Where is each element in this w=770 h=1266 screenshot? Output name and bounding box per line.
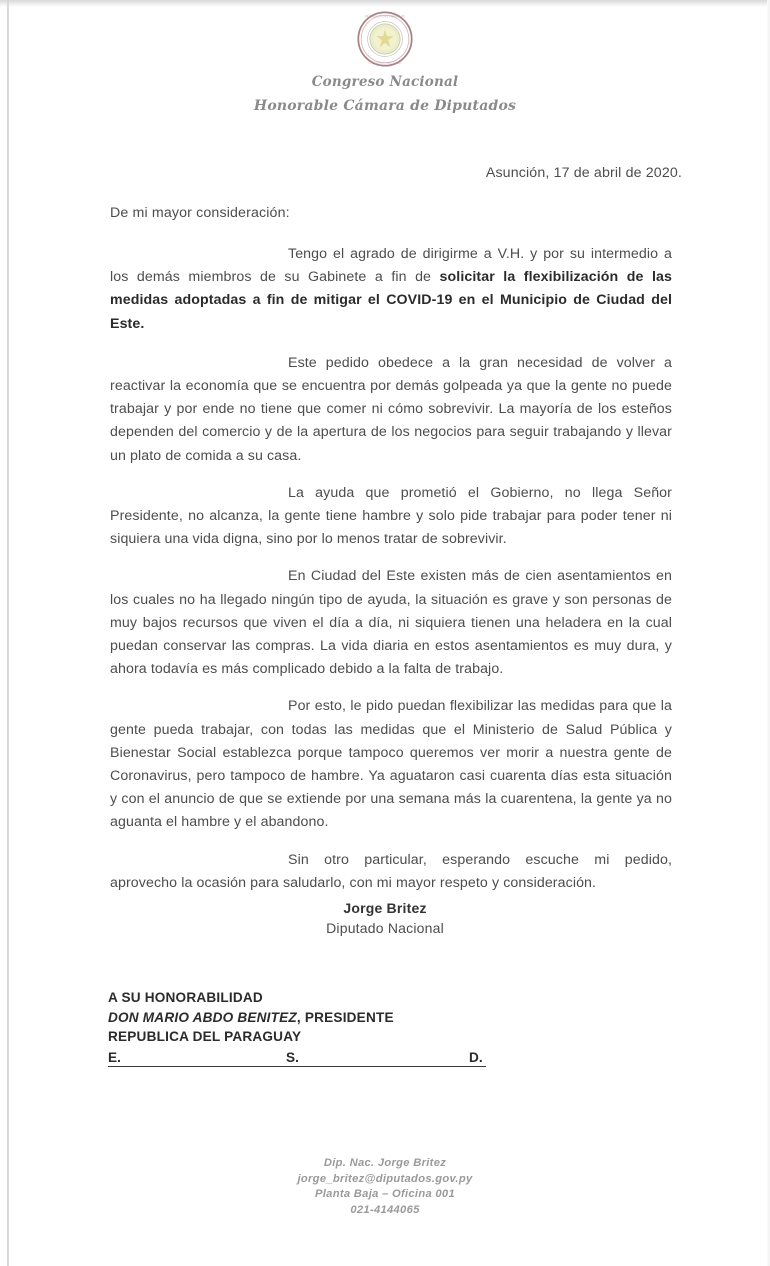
signature-block — [0, 898, 770, 939]
signature-role: Diputado Nacional — [326, 920, 444, 936]
paragraph-2: Este pedido obedece a la gran necesidad de volver a reactivar la economía que se encuentra por demás golpeada ya que la gente no puede trabajar y por ende no tiene que comer ni cómo sobrevivir. La mayoría de los esteños dependen del comercio y de la apertura de los negocios para seguir trabajando y llevar un plato de comida a su casa. — [110, 354, 672, 464]
paragraph-1-plain: Tengo el agrado de dirigirme a V.H. y por su intermedio a los demás miembros de su Gabinete a fin de — [110, 246, 672, 286]
footer-line-phone: 021-4144065 — [350, 1203, 420, 1216]
national-seal-icon — [352, 10, 418, 68]
page-footer — [0, 1156, 770, 1218]
letterhead — [0, 10, 770, 115]
paragraph-4: En Ciudad del Este existen más de cien asentamientos en los cuales no ha llegado ningún tipo de ayuda, la situación es grave y son personas de muy bajos recursos que viven el día a día, ni siquiera tienen una heladera en la cual puedan conservar las compras. La vida diaria en estos asentamientos es muy dura, y ahora todavía es más complicado debido a la falta de trabajo. — [110, 568, 672, 678]
esd-rule — [108, 1066, 486, 1067]
salutation: De mi mayor consideración: — [110, 205, 290, 221]
esd-letter-s: S. — [286, 1049, 302, 1066]
letter-body — [110, 243, 672, 895]
letterhead-line-congreso: Congreso Nacional — [311, 74, 459, 90]
paragraph-1-bold: solicitar la flexibilización de las medidas adoptadas a fin de mitigar el COVID-19 en el Municipio de Ciudad del Este. — [110, 269, 672, 332]
esd-line — [108, 1049, 488, 1071]
esd-letter-e: E. — [108, 1049, 124, 1066]
svg-text:CONGRESO NACIONAL: CONGRESO NACIONAL — [368, 60, 402, 65]
footer-line-office: Planta Baja – Oficina 001 — [315, 1188, 455, 1200]
addressee-line-president — [108, 1008, 528, 1028]
paragraph-1 — [110, 243, 672, 336]
esd-letter-d: D. — [466, 1049, 483, 1066]
date-line: Asunción, 17 de abril de 2020. — [485, 165, 682, 181]
footer-line-email: jorge_britez@diputados.gov.py — [297, 1172, 473, 1185]
paragraph-6: Sin otro particular, esperando escuche mi pedido, aprovecho la ocasión para saludarlo, con mi mayor respeto y consideración. — [110, 851, 672, 891]
letterhead-line-camara: Honorable Cámara de Diputados — [253, 98, 517, 114]
addressee-block — [108, 988, 528, 1071]
paragraph-3: La ayuda que prometió el Gobierno, no llega Señor Presidente, no alcanza, la gente tiene hambre y solo pide trabajar para poder tener ni siquiera una vida digna, sino por lo menos tratar de sobrevivir. — [110, 484, 672, 548]
svg-text:REPUBLICA DEL PARAGUAY: REPUBLICA DEL PARAGUAY — [364, 14, 406, 19]
signature-name: Jorge Britez — [343, 900, 427, 916]
footer-line-name: Dip. Nac. Jorge Britez — [323, 1157, 447, 1169]
paragraph-5: Por esto, le pido puedan flexibilizar las medidas para que la gente pueda trabajar, con todas las medidas que el Ministerio de Salud Pública y Bienestar Social establezca porque tampoco queremos ver morir a nuestra gente de Coronavirus, pero tampoco de hambre. Ya aguataron casi cuarenta días esta situación y con el anuncio de que se extiende por una semana más la cuarentena, la gente ya no aguanta el hambre y el abandono. — [110, 698, 672, 831]
addressee-president-name: DON MARIO ABDO BENITEZ — [108, 1009, 297, 1025]
addressee-president-title: , PRESIDENTE — [296, 1009, 394, 1025]
addressee-line-honorability: A SU HONORABILIDAD — [108, 990, 263, 1005]
addressee-line-republic: REPUBLICA DEL PARAGUAY — [108, 1029, 302, 1044]
